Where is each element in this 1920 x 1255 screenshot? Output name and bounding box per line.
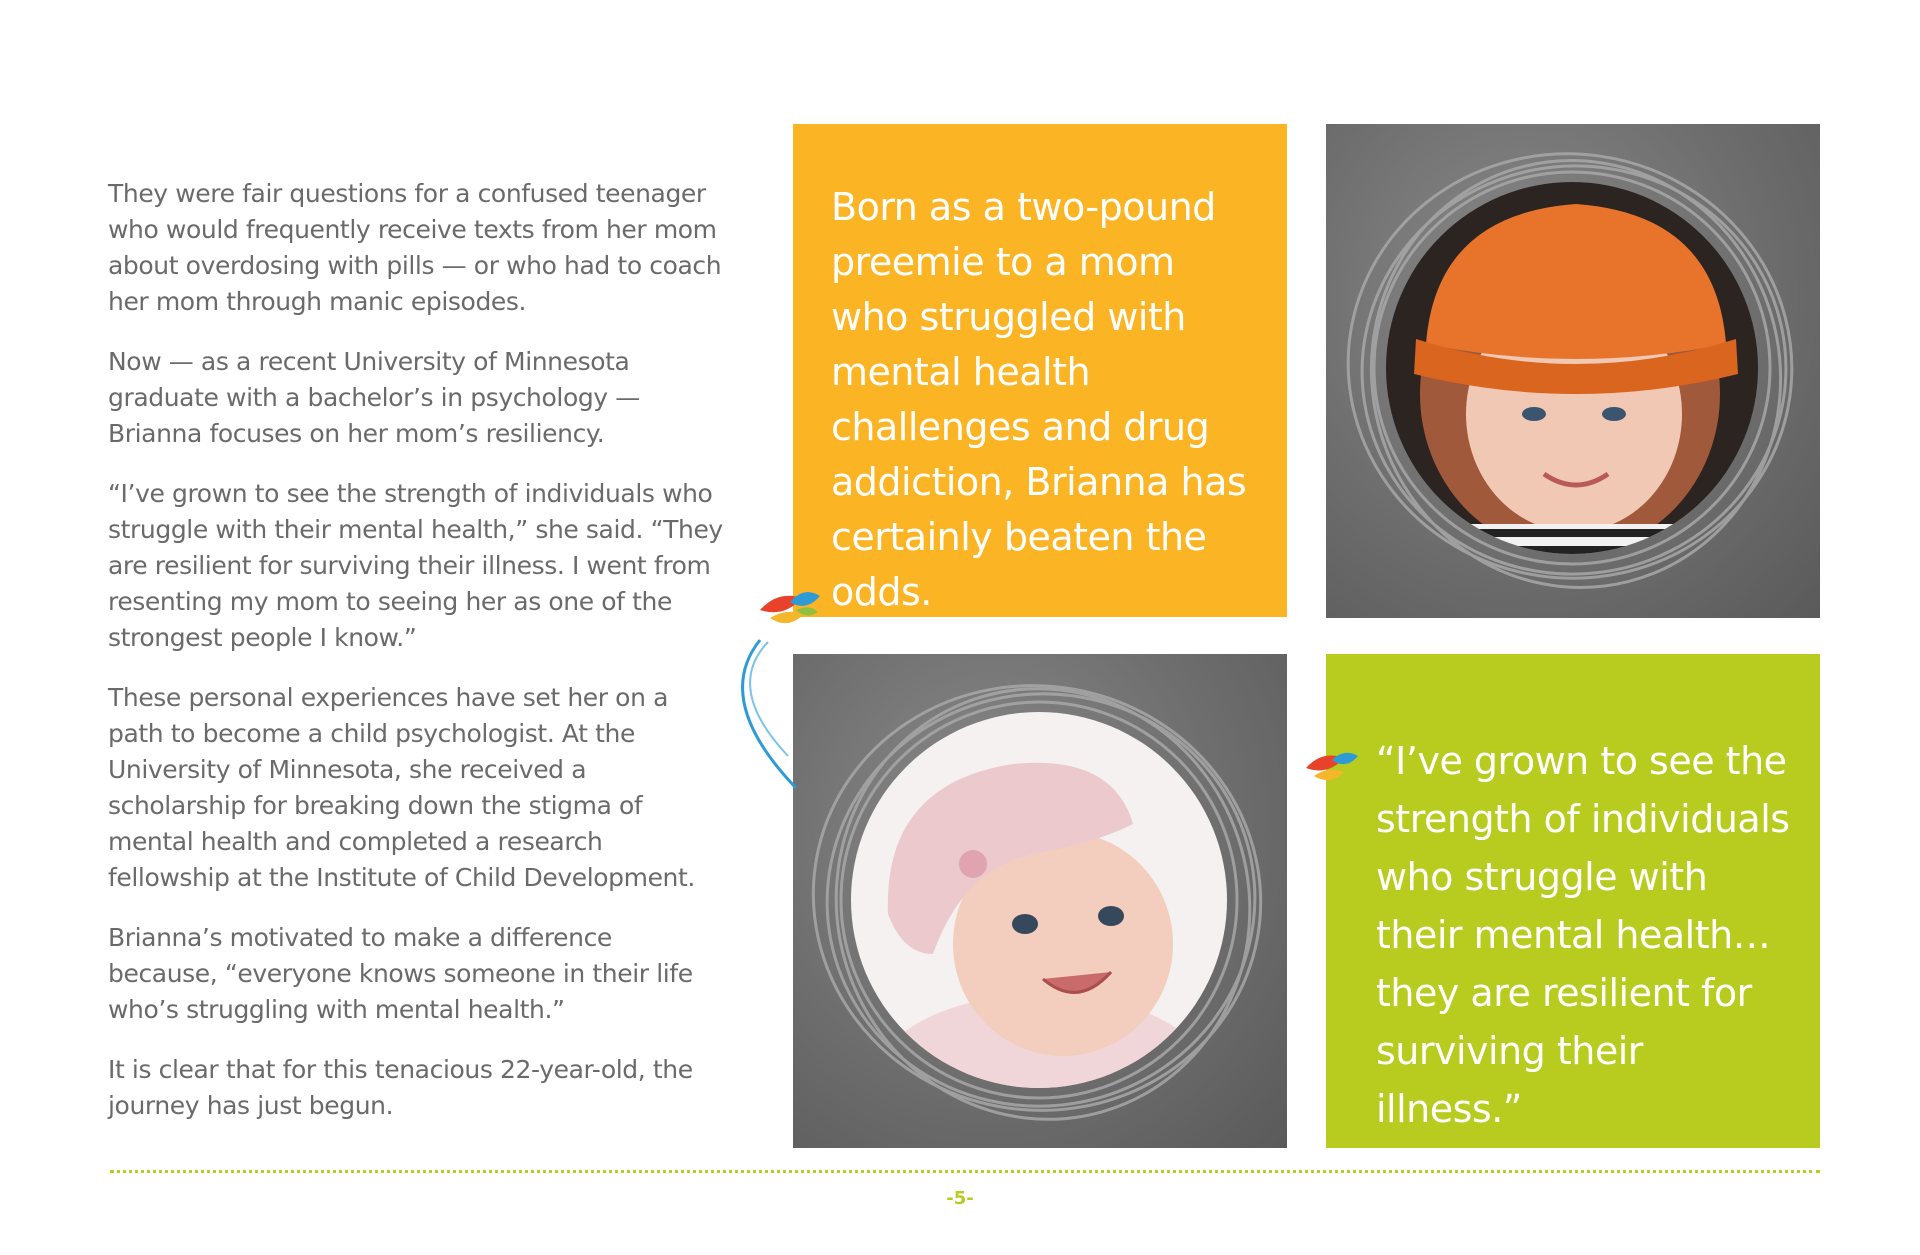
orange-callout-tile — [793, 124, 1287, 617]
article-paragraph-5: Brianna’s motivated to make a difference because, “everyone knows someone in their life who’s struggling with mental health.” — [108, 923, 693, 1024]
child-photo — [1326, 124, 1820, 618]
green-callout-text: “I’ve grown to see the strength of individuals who struggle with their mental health… they are resilient for surviving their illness.” — [1376, 739, 1790, 1131]
article-body — [108, 176, 728, 1148]
swoosh-connector — [743, 640, 796, 788]
page-number: -5- — [946, 1188, 974, 1209]
photo-tile-bottom-left — [793, 654, 1287, 1148]
photo-tile-top-right — [1326, 124, 1820, 618]
article-paragraph-1: They were fair questions for a confused teenager who would frequently receive texts from her mom about overdosing with pills — or who had to coach her mom through manic episodes. — [108, 179, 722, 316]
green-callout-tile — [1326, 654, 1820, 1148]
article-paragraph-2: Now — as a recent University of Minnesota graduate with a bachelor’s in psychology — Brianna focuses on her mom’s resiliency. — [108, 347, 640, 448]
baby-photo — [793, 654, 1287, 1148]
orange-callout-text: Born as a two-pound preemie to a mom who struggled with mental health challenges and drug addiction, Brianna has certainly beaten the odds. — [831, 185, 1247, 614]
footer-dotted-rule — [110, 1170, 1820, 1173]
article-paragraph-3: “I’ve grown to see the strength of individuals who struggle with their mental health,” she said. “They are resilient for surviving their illness. I went from resenting my mom to seeing her as one of the strongest people I know.” — [108, 479, 723, 652]
article-paragraph-6: It is clear that for this tenacious 22-year-old, the journey has just begun. — [108, 1055, 693, 1120]
article-paragraph-4: These personal experiences have set her on a path to become a child psychologist. At the University of Minnesota, she received a scholarship for breaking down the stigma of mental health and completed a research fellowship at the Institute of Child Development. — [108, 683, 695, 892]
